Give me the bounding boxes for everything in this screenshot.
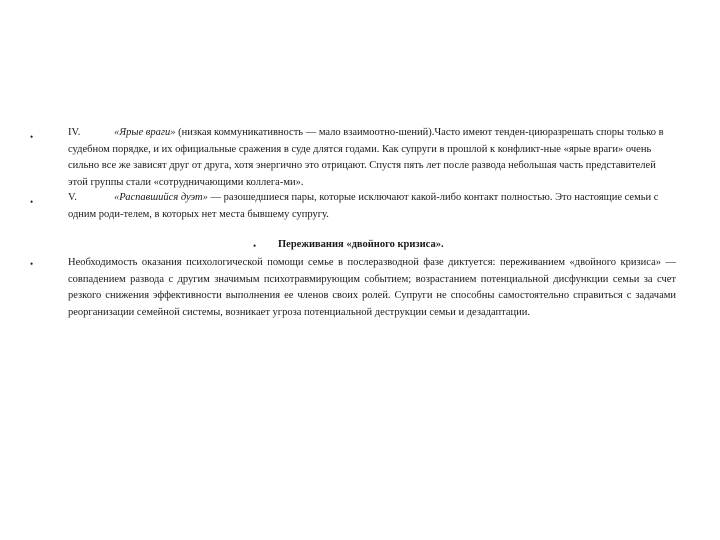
list-item-v: [68, 190, 676, 223]
section-paragraph: Необходимость оказания психологической помощи семье в послеразводной фазе диктуется: переживанием «двойного кризиса» — совпадением развода с другим значимым психотравмирующим событием; возрастанием потенциальной дисфункции семьи за счет резкого снижения эффективности выполнения ее членов своих ролей. Супруги не способны самостоятельно справиться с задачами реорганизации семейной системы, возникает угроза потенциальной деструкции семьи и дезадаптации.: [68, 257, 676, 318]
item-text: (низкая коммуникативность — мало взаимоотно-шений).Часто имеют тенден-циюразрешать споры только в судебном порядке, и их официальные сражения в суде длятся годами. Как супруги в прошлой к конфликт-ные «ярые враги» очень сильно все же зависят друг от друга, хотя энергично это отрицают. Спустя пять лет после развода небольшая часть представителей этой группы стали «сотрудничающими коллега-ми».: [68, 127, 664, 188]
list-bullet: •: [30, 197, 34, 207]
heading-bullet: •: [253, 241, 257, 251]
item-term: «Распавшийся дуэт»: [114, 192, 208, 203]
item-numeral: V.: [68, 192, 77, 203]
section-heading: Переживания «двойного кризиса».: [278, 239, 444, 250]
item-numeral: IV.: [68, 127, 81, 138]
item-term: «Ярые враги»: [114, 127, 176, 138]
list-bullet: •: [30, 132, 34, 142]
list-item-iv: [68, 125, 676, 191]
list-bullet: •: [30, 259, 34, 269]
item-text: — разошедшиеся пары, которые исключают какой-либо контакт полностью. Это настоящие семьи с одним роди-телем, в которых нет места бывшему супругу.: [68, 192, 659, 220]
